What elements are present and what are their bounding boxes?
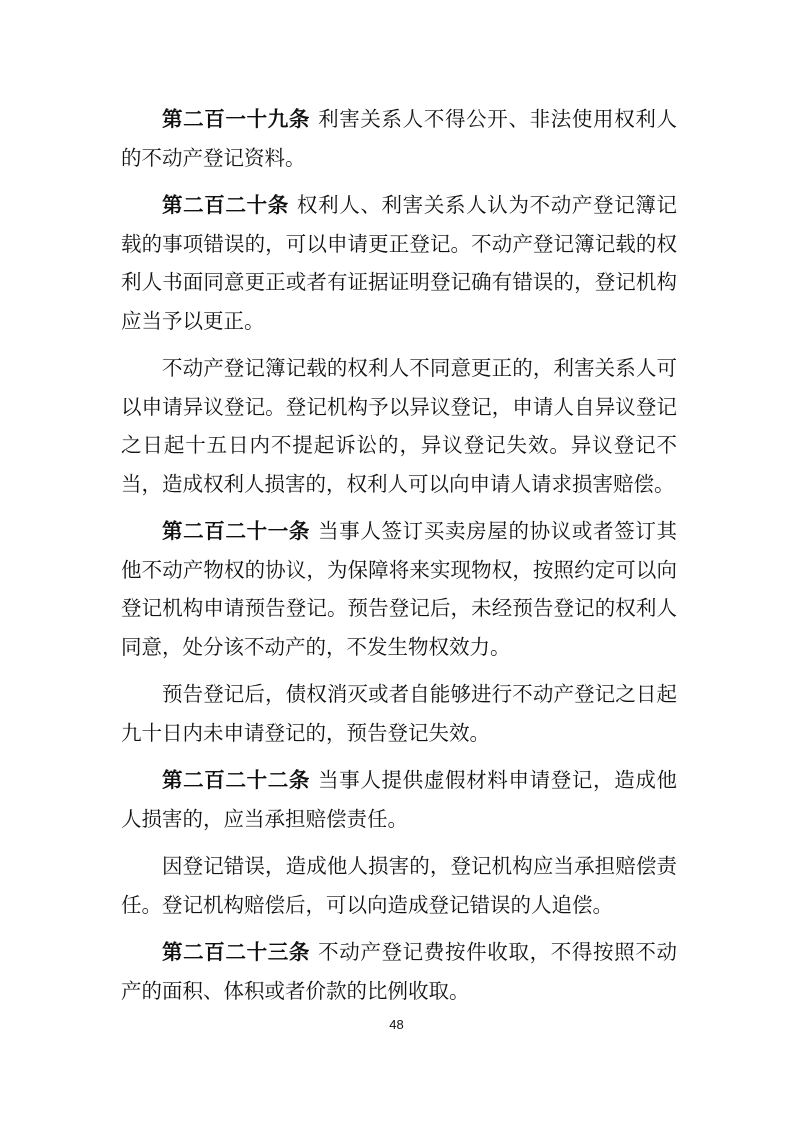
article-number: 第二百一十九条 [162,107,311,131]
paragraph-text: 利害关系人不得公开、非法使用权利人的不动产登记资料。 [121,107,678,170]
paragraph-text: 权利人、利害关系人认为不动产登记簿记载的事项错误的，可以申请更正登记。不动产登记簿记载的权利人书面同意更正或者有证据证明登记确有错误的，登记机构应当予以更正。 [121,193,678,333]
article-number: 第二百二十条 [162,193,289,217]
paragraph-article-223 [121,933,677,1010]
paragraph-text: 预告登记后，债权消灭或者自能够进行不动产登记之日起九十日内未申请登记的，预告登记失效。 [121,682,677,745]
paragraph-article-220 [121,186,677,340]
paragraph-text: 当事人提供虚假材料申请登记，造成他人损害的，应当承担赔偿责任。 [121,768,678,831]
paragraph-article-219 [121,100,677,177]
page-number: 48 [389,1017,404,1032]
article-number: 第二百二十三条 [162,940,311,964]
paragraph-article-220-part-2 [121,349,677,503]
article-number: 第二百二十二条 [162,768,311,792]
paragraph-article-222 [121,761,677,838]
article-number: 第二百二十一条 [162,519,311,543]
paragraph-text: 当事人签订买卖房屋的协议或者签订其他不动产物权的协议，为保障将来实现物权，按照约定可以向登记机构申请预告登记。预告登记后，未经预告登记的权利人同意，处分该不动产的，不发生物权效力。 [121,519,678,659]
paragraph-article-222-part-2 [121,847,677,924]
paragraph-text: 因登记错误，造成他人损害的，登记机构应当承担赔偿责任。登记机构赔偿后，可以向造成登记错误的人追偿。 [121,854,677,917]
paragraph-text: 不动产登记簿记载的权利人不同意更正的，利害关系人可以申请异议登记。登记机构予以异议登记，申请人自异议登记之日起十五日内不提起诉讼的，异议登记失效。异议登记不当，造成权利人损害的，权利人可以向申请人请求损害赔偿。 [121,356,677,496]
paragraph-article-221-part-2 [121,675,677,752]
paragraph-article-221 [121,512,677,666]
document-body [121,100,677,1019]
paragraph-text: 不动产登记费按件收取，不得按照不动产的面积、体积或者价款的比例收取。 [121,940,678,1003]
